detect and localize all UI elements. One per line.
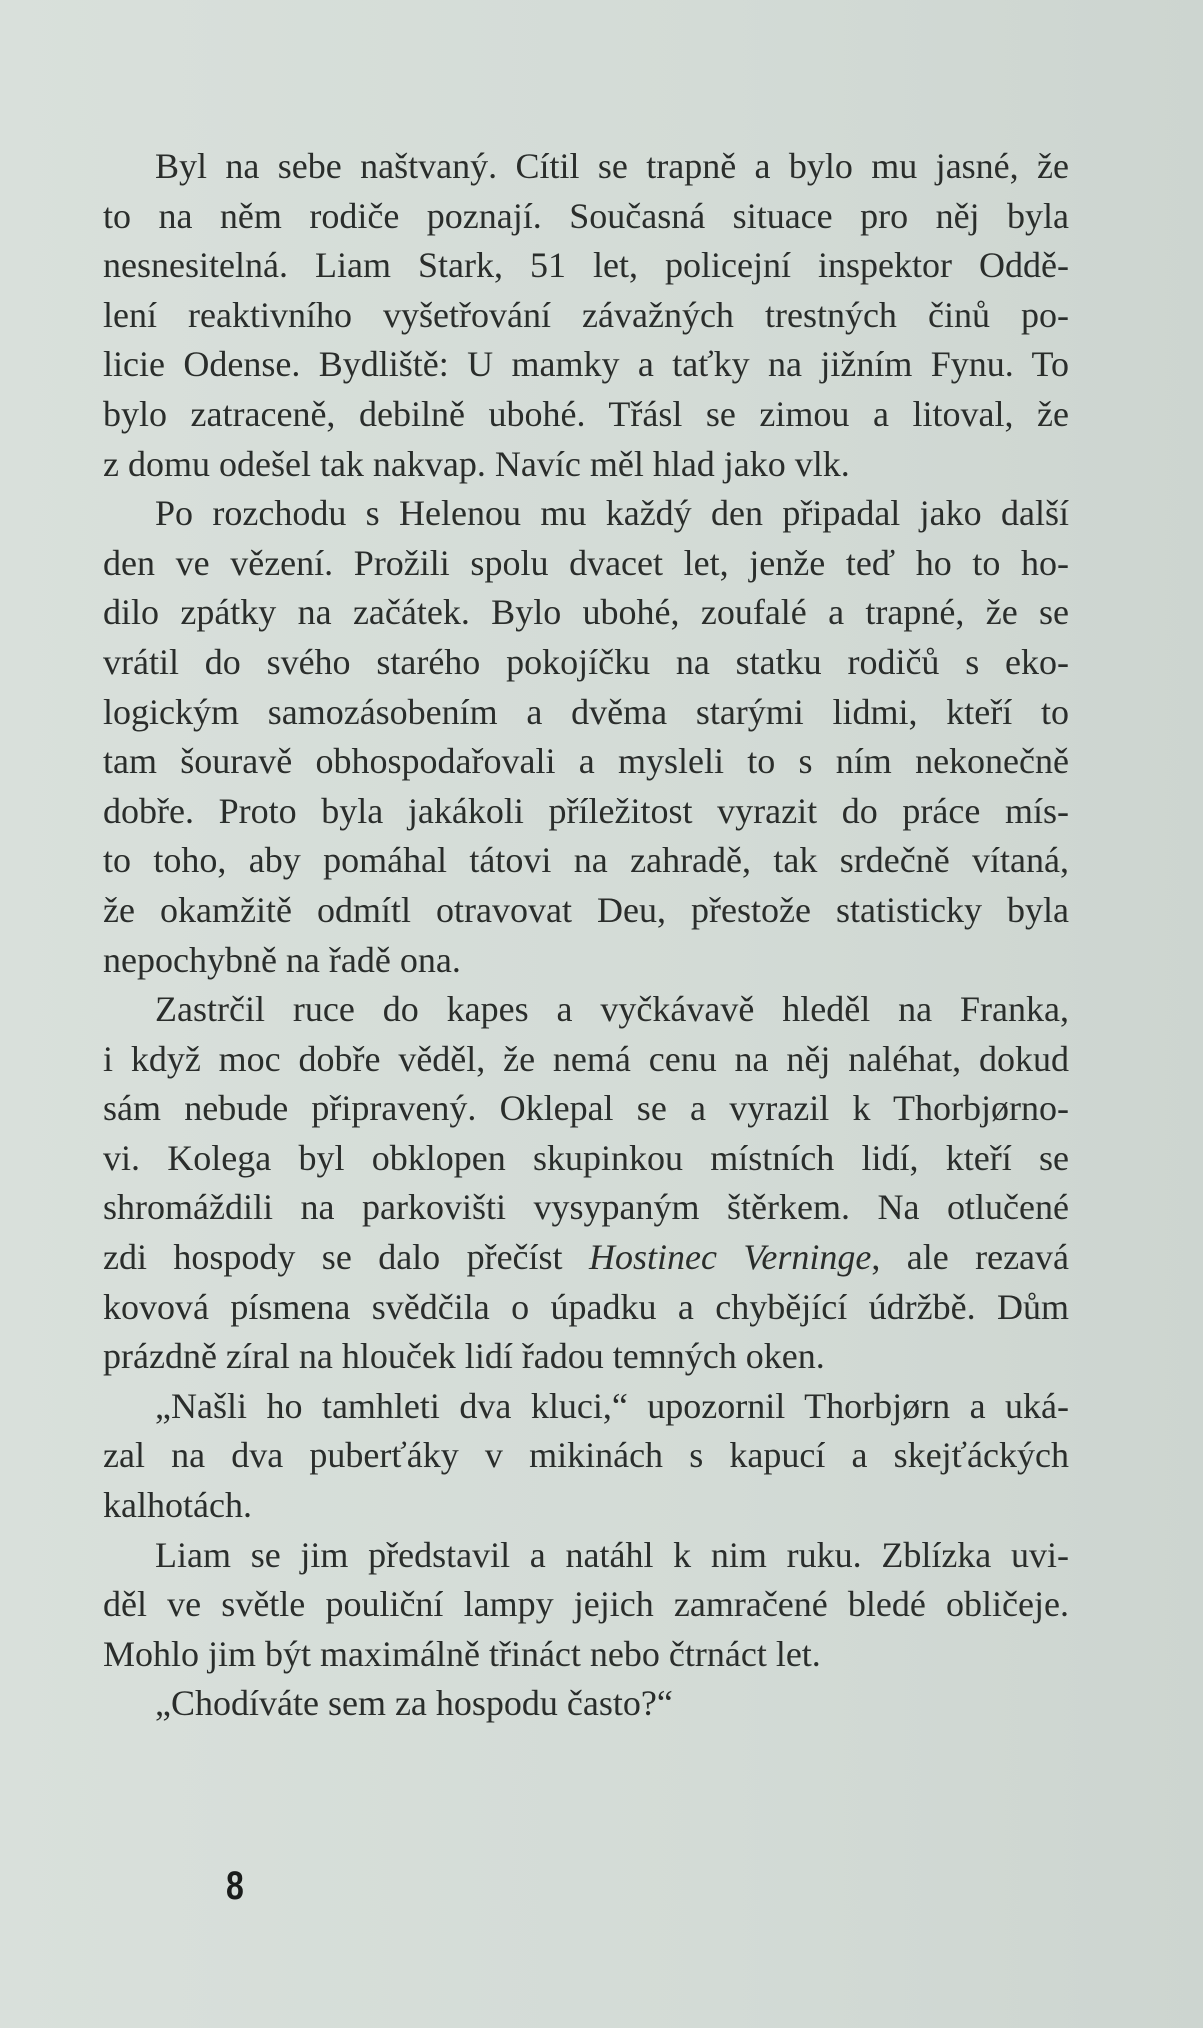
text-line: zdi hospody se dalo přečíst Hostinec Verninge, ale rezavá — [103, 1237, 1070, 1278]
text-line: z domu odešel tak nakvap. Navíc měl hlad jako vlk. — [103, 443, 850, 484]
text-line: nepochybně na řadě ona. — [103, 939, 461, 980]
text-line: bylo zatraceně, debilně ubohé. Třásl se zimou a litoval, že — [103, 393, 1069, 434]
text-line: to na něm rodiče poznají. Současná situace pro něj byla — [103, 195, 1069, 236]
text-line: licie Odense. Bydliště: U mamky a taťky na jižním Fynu. To — [103, 344, 1069, 385]
text-line: den ve vězení. Prožili spolu dvacet let, jenže teď ho to ho- — [103, 542, 1069, 583]
body-text — [103, 142, 1069, 1729]
text-line: Mohlo jim být maximálně třináct nebo čtrnáct let. — [103, 1633, 821, 1674]
text-line: dilo zpátky na začátek. Bylo ubohé, zoufalé a trapné, že se — [103, 592, 1069, 633]
text-line: dobře. Proto byla jakákoli příležitost vyrazit do práce mís- — [103, 790, 1069, 831]
text-line: lení reaktivního vyšetřování závažných trestných činů po- — [103, 294, 1069, 335]
text-line: Po rozchodu s Helenou mu každý den připadal jako další — [155, 493, 1069, 534]
text-line: zal na dva puberťáky v mikinách s kapucí a skejťáckých — [103, 1435, 1069, 1476]
text-line: logickým samozásobením a dvěma starými lidmi, kteří to — [103, 691, 1069, 732]
page-number: 8 — [226, 1864, 244, 1908]
text-line: to toho, aby pomáhal tátovi na zahradě, tak srdečně vítaná, — [103, 840, 1069, 881]
text-line: vrátil do svého starého pokojíčku na statku rodičů s eko- — [103, 641, 1069, 682]
text-line: i když moc dobře věděl, že nemá cenu na něj naléhat, dokud — [103, 1038, 1069, 1079]
text-line: Zastrčil ruce do kapes a vyčkávavě hleděl na Franka, — [155, 989, 1069, 1030]
text-line: prázdně zíral na hlouček lidí řadou temných oken. — [103, 1336, 825, 1377]
text-line: tam šouravě obhospodařovali a mysleli to s ním nekonečně — [103, 741, 1069, 782]
text-line: kovová písmena svědčila o úpadku a chybějící údržbě. Dům — [103, 1286, 1069, 1327]
text-line: děl ve světle pouliční lampy jejich zamračené bledé obličeje. — [103, 1584, 1069, 1625]
text-line: Liam se jim představil a natáhl k nim ruku. Zblízka uvi- — [155, 1534, 1069, 1575]
text-line: kalhotách. — [103, 1485, 252, 1526]
text-line: shromáždili na parkovišti vysypaným štěrkem. Na otlučené — [103, 1187, 1069, 1228]
inn-name: Hostinec Verninge — [588, 1237, 872, 1278]
text-line: sám nebude připravený. Oklepal se a vyrazil k Thorbjørno- — [103, 1088, 1069, 1129]
text-line: vi. Kolega byl obklopen skupinkou místních lidí, kteří se — [103, 1137, 1069, 1178]
text-line: „Našli ho tamhleti dva kluci,“ upozornil Thorbjørn a uká- — [155, 1385, 1069, 1426]
text-line: Byl na sebe naštvaný. Cítil se trapně a bylo mu jasné, že — [155, 146, 1069, 186]
text-line: že okamžitě odmítl otravovat Deu, přestože statisticky byla — [103, 889, 1069, 930]
text-line: nesnesitelná. Liam Stark, 51 let, policejní inspektor Oddě- — [103, 245, 1069, 286]
text-line: „Chodíváte sem za hospodu často?“ — [155, 1683, 673, 1724]
